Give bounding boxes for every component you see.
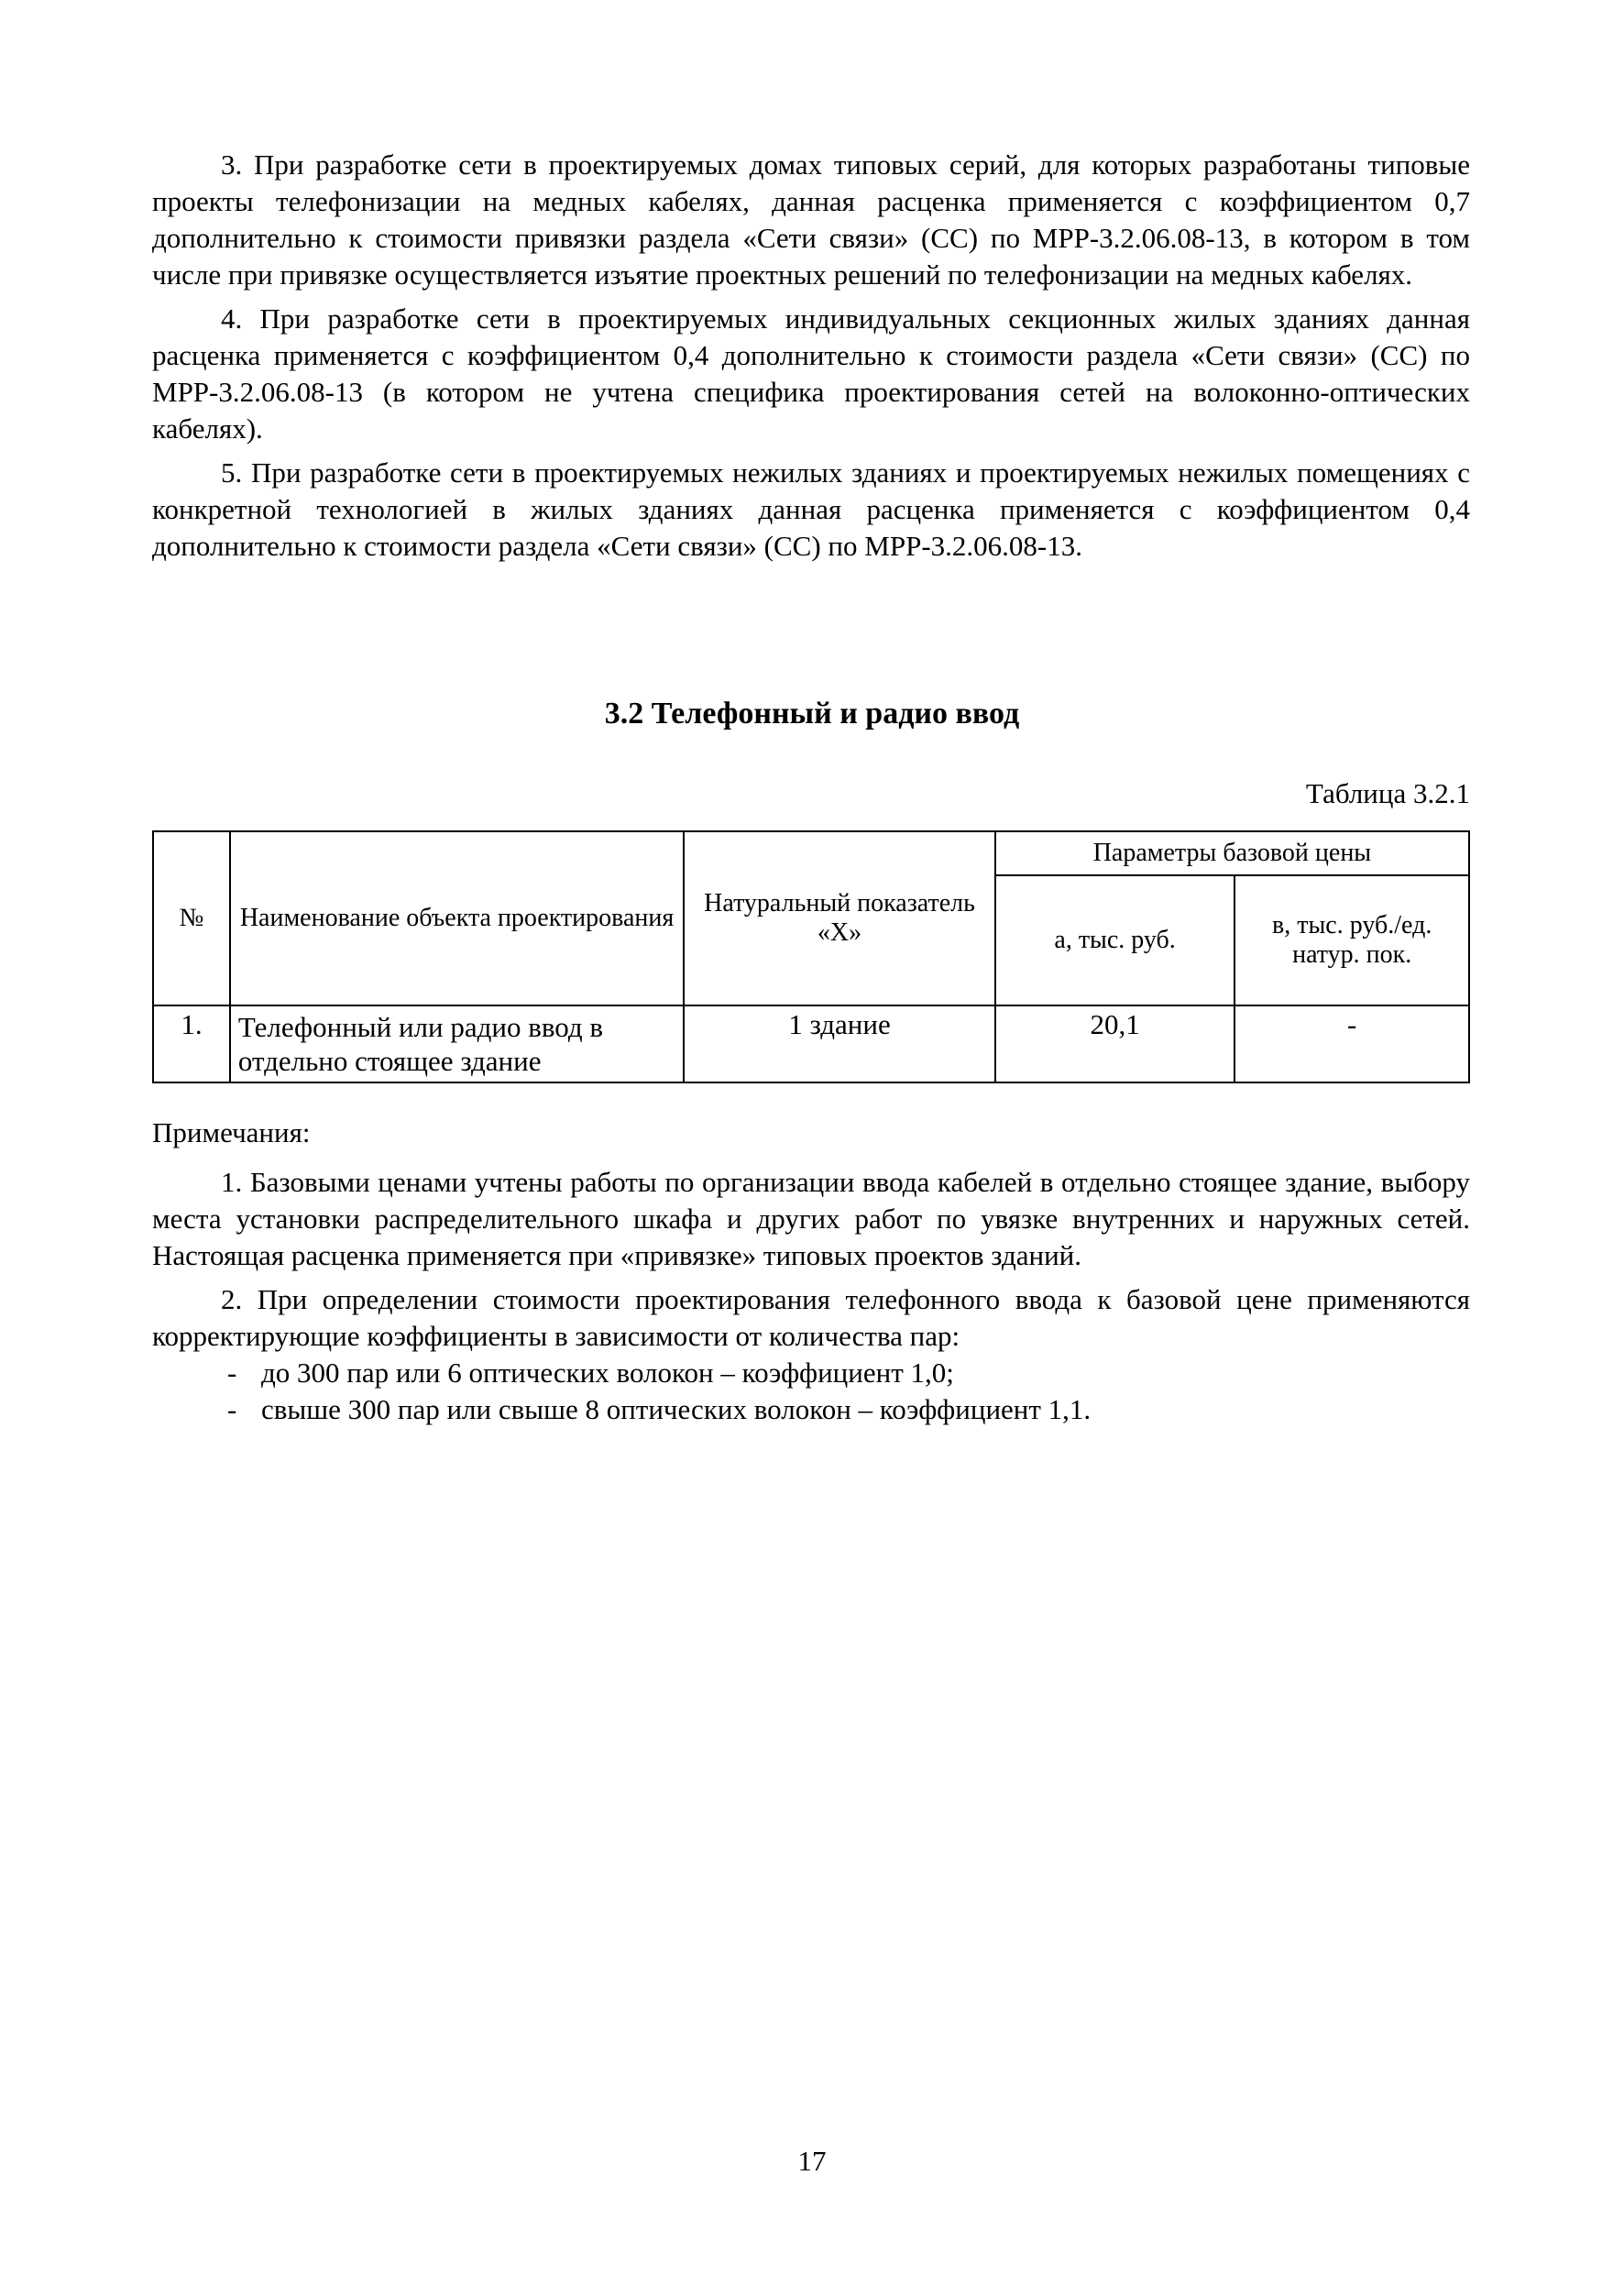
table-row xyxy=(153,1005,1469,1082)
paragraph-4: 4. При разработке сети в проектируемых индивидуальных секционных жилых зданиях данная расценка применяется с коэффициентом 0,4 дополнительно к стоимости раздела «Сети связи» (СС) по МРР-3.2.06.08-13 (в котором не учтена специфика проектирования сетей на волоконно-оптических кабелях). xyxy=(152,302,1470,445)
row-indicator: 1 здание xyxy=(684,1005,995,1082)
paragraph-3: 3. При разработке сети в проектируемых домах типовых серий, для которых разработаны типовые проекты телефонизации на медных кабелях, данная расценка применяется с коэффициентом 0,7 дополнительно к стоимости привязки раздела «Сети связи» (СС) по МРР-3.2.06.08-13, в котором в том числе при привязке осуществляется изъятие проектных решений по телефонизации на медных кабелях. xyxy=(152,148,1470,291)
price-table xyxy=(152,830,1470,1083)
page-number: 17 xyxy=(797,2145,827,2177)
list-item xyxy=(152,1355,1470,1391)
table-caption: Таблица 3.2.1 xyxy=(1305,777,1470,809)
header-a: а, тыс. руб. xyxy=(995,875,1235,1005)
note-2: 2. При определении стоимости проектирования телефонного ввода к базовой цене применяются корректирующие коэффициенты в зависимости от количества пар: xyxy=(152,1283,1470,1352)
list-item-text: до 300 пар или 6 оптических волокон – коэффициент 1,0; xyxy=(261,1357,954,1389)
header-name: Наименование объекта проектирования xyxy=(230,831,684,1005)
list-item-text: свыше 300 пар или свыше 8 оптических волокон – коэффициент 1,1. xyxy=(261,1393,1092,1425)
paragraph-5: 5. При разработке сети в проектируемых нежилых зданиях и проектируемых нежилых помещениях с конкретной технологией в жилых зданиях данная расценка применяется с коэффициентом 0,4 дополнительно к стоимости раздела «Сети связи» (СС) по МРР-3.2.06.08-13. xyxy=(152,456,1470,562)
header-b: в, тыс. руб./ед. натур. пок. xyxy=(1234,875,1469,1005)
row-num: 1. xyxy=(153,1005,230,1082)
row-a: 20,1 xyxy=(995,1005,1235,1082)
note-1: 1. Базовыми ценами учтены работы по организации ввода кабелей в отдельно стоящее здание, выбору места установки распределительного шкафа и других работ по увязке внутренних и наружных сетей. Настоящая расценка применяется при «привязке» типовых проектов зданий. xyxy=(152,1166,1470,1271)
row-name: Телефонный или радио ввод в отдельно стоящее здание xyxy=(230,1005,684,1082)
dash-bullet: - xyxy=(227,1357,237,1389)
list-item xyxy=(152,1391,1470,1428)
header-num: № xyxy=(153,831,230,1005)
header-params: Параметры базовой цены xyxy=(995,831,1469,875)
top-paragraphs xyxy=(152,147,1470,572)
header-indicator: Натуральный показатель «Х» xyxy=(684,831,995,1005)
row-b: - xyxy=(1234,1005,1469,1082)
section-title: 3.2 Телефонный и радио ввод xyxy=(604,697,1020,731)
notes-label: Примечания: xyxy=(152,1116,311,1148)
notes-block xyxy=(152,1164,1470,1428)
dash-bullet: - xyxy=(227,1393,237,1425)
